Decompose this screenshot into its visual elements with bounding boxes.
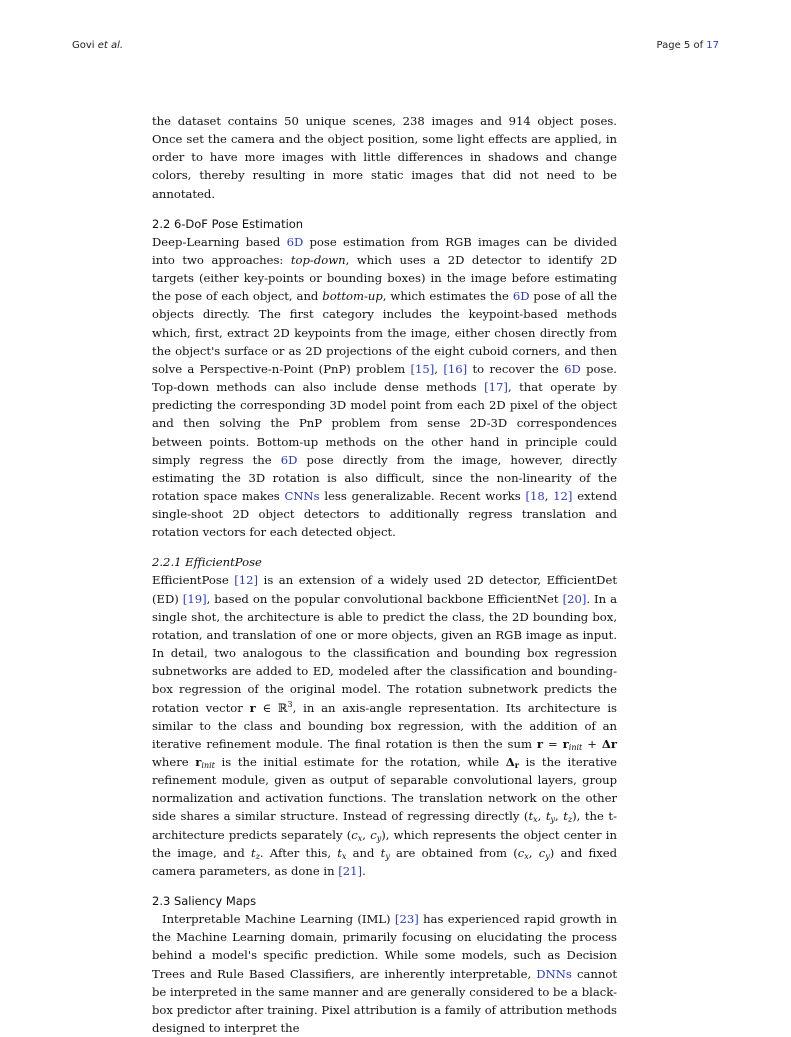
citation-link[interactable]: [17] bbox=[484, 380, 508, 395]
citation-link[interactable]: [20] bbox=[562, 591, 587, 606]
citation-link[interactable]: [16] bbox=[443, 361, 468, 376]
intro-paragraph: the dataset contains 50 unique scenes, 238 images and 914 object poses. Once set the camera and the object position, some light effects are applied, in order to have more images with little differences in shadows and change colors, thereby resulting in more static images that did not need to be annotated. bbox=[152, 114, 617, 201]
total-pages-link[interactable]: 17 bbox=[706, 40, 719, 51]
citation-link[interactable]: [18 bbox=[525, 488, 545, 503]
paragraph-saliency-maps: Interpretable Machine Learning (IML) [23] has experienced rapid growth in the Machine Learning domain, primarily focusing on elucidating the process behind a model's specific prediction. While some models, such as Decision Trees and Rule Based Classifiers, are inherently interpretable, DNNs cannot be interpreted in the same manner and are generally considered to be a black-box predictor after training. Pixel attribution is a family of attribution methods designed to interpret the bbox=[152, 912, 617, 1036]
acronym-link-6d[interactable]: 6D bbox=[564, 361, 581, 376]
citation-link[interactable]: [23] bbox=[394, 912, 419, 927]
acronym-link-6d[interactable]: 6D bbox=[512, 289, 530, 304]
acronym-link-6d[interactable]: 6D bbox=[280, 452, 298, 467]
acronym-link-cnns[interactable]: CNNs bbox=[284, 488, 320, 503]
citation-link[interactable]: [21] bbox=[338, 863, 363, 878]
main-text bbox=[152, 112, 617, 1037]
acronym-link-6d[interactable]: 6D bbox=[286, 234, 304, 249]
page-header bbox=[72, 40, 719, 54]
section-title-pose-estimation: 2.2 6-DoF Pose Estimation bbox=[152, 216, 304, 231]
paragraph-pose-estimation: Deep-Learning based 6D pose estimation from RGB images can be divided into two approaches: top-down, which uses a 2D detector to identify 2D targets (either key-points or bounding boxes) in the image before estimating the pose of each object, and bottom-up, which estimates the 6D pose of all the objects directly. The first category includes the keypoint-based methods which, first, extract 2D keypoints from the image, either chosen directly from the object's surface or as 2D projections of the eight cuboid corners, and then solve a Perspective-n-Point (PnP) problem [15], [16] to recover the 6D pose. Top-down methods can also include dense methods [17], that operate by predicting the corresponding 3D model point from each 2D pixel of the object and then solving the PnP problem from sense 2D-3D correspondences between points. Bottom-up methods on the other hand in principle could simply regress the 6D pose directly from the image, however, directly estimating the 3D rotation is also difficult, since the non-linearity of the rotation space makes CNNs less generalizable. Recent works [18, 12] extend single-shoot 2D object detectors to additionally regress translation and rotation vectors for each detected object. bbox=[152, 234, 618, 540]
citation-link[interactable]: 12] bbox=[553, 488, 573, 503]
citation-link[interactable]: [19] bbox=[182, 591, 207, 606]
citation-link[interactable]: [15] bbox=[410, 361, 435, 376]
page-number: Page 5 of 17 bbox=[656, 40, 719, 51]
paragraph-efficientpose: EfficientPose [12] is an extension of a widely used 2D detector, EfficientDet (ED) [19], based on the popular convolutional backbone EfficientNet [20]. In a single shot, the architecture is able to predict the class, the 2D bounding box, rotation, and translation of one or more objects, given an RGB image as input. In detail, two analogous to the classification and bounding box regression subnetworks are added to ED, modeled after the classification and bounding-box regression of the original model. The rotation subnetwork predicts the rotation vector r ∈ ℝ$^3$, in an axis-angle representation. Its architecture is similar to the class and bounding box regression, with the addition of an iterative refinement module. The final rotation is then the sum $r = r_{init} + \Delta r$ where $r_{init}$ is the initial estimate for the rotation, while $\Delta_r$ is the iterative refinement module, given as output of separable convolutional layers, group normalization and activation functions. The translation network on the other side shares a similar structure. Instead of regressing directly ($t_x$, $t_y$, $t_z$), the t-architecture predicts separately ($c_x$, $c_y$), which represents the object center in the image, and $t_z$. After this, $t_x$ and $t_y$ are obtained from ($c_x$, $c_y$) and fixed camera parameters, as done in [21]. bbox=[152, 573, 618, 878]
citation-link[interactable]: [12] bbox=[234, 573, 259, 588]
acronym-link-dnns[interactable]: DNNs bbox=[536, 966, 572, 981]
subsection-title-efficientpose: 2.2.1 EfficientPose bbox=[152, 555, 262, 570]
section-title-saliency-maps: 2.3 Saliency Maps bbox=[152, 894, 257, 909]
running-author: Govi et al. bbox=[72, 40, 124, 51]
